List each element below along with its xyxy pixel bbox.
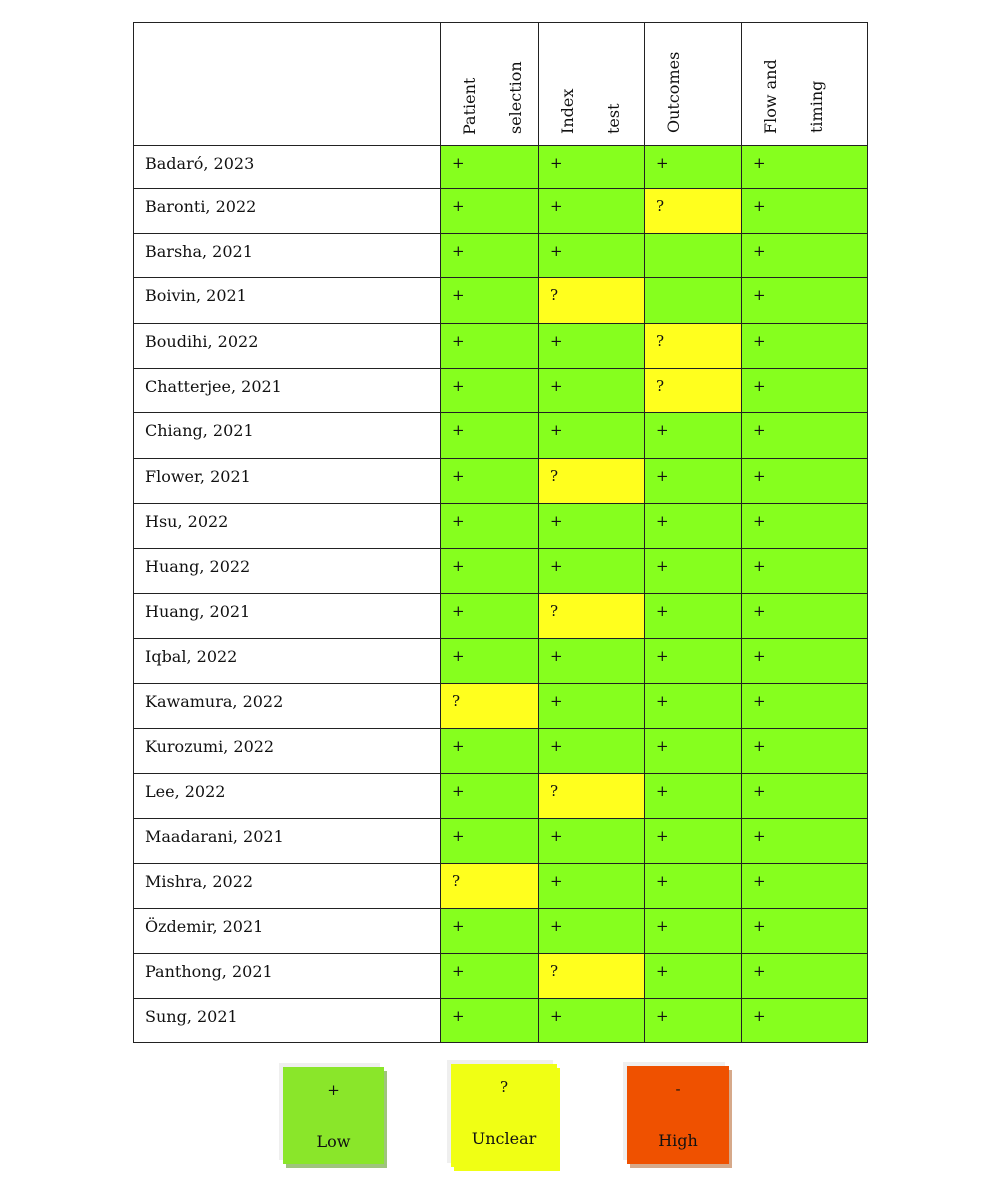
low-rating: + <box>452 154 465 172</box>
unclear-rating: ? <box>550 286 559 304</box>
rating-cell <box>538 188 645 234</box>
low-rating: + <box>550 197 563 215</box>
rating-cell <box>644 728 742 774</box>
low-rating: + <box>753 1007 766 1025</box>
low-rating: + <box>656 962 669 980</box>
header-corner-cell <box>133 22 441 146</box>
study-name: Huang, 2022 <box>145 557 251 576</box>
study-name-cell <box>133 593 441 639</box>
study-name-cell <box>133 818 441 864</box>
study-name: Huang, 2021 <box>145 602 251 621</box>
rating-cell <box>644 953 742 999</box>
legend-symbol: + <box>327 1081 340 1099</box>
low-rating: + <box>550 1007 563 1025</box>
rating-cell <box>538 728 645 774</box>
rating-cell <box>538 818 645 864</box>
study-name-cell <box>133 728 441 774</box>
rating-cell <box>538 548 645 594</box>
low-rating: + <box>550 421 563 439</box>
low-rating: + <box>753 782 766 800</box>
rating-cell <box>741 818 868 864</box>
low-rating: + <box>452 917 465 935</box>
study-name-cell <box>133 908 441 954</box>
column-header-label: Flow and <box>761 59 780 134</box>
low-rating: + <box>550 512 563 530</box>
rating-cell <box>538 908 645 954</box>
study-name: Badaró, 2023 <box>145 154 255 173</box>
rating-cell <box>644 863 742 909</box>
rating-cell <box>741 908 868 954</box>
low-rating: + <box>753 286 766 304</box>
low-rating: + <box>753 692 766 710</box>
low-rating: + <box>452 332 465 350</box>
study-name: Panthong, 2021 <box>145 962 273 981</box>
rating-cell <box>440 908 539 954</box>
rating-cell <box>644 773 742 819</box>
study-name-cell <box>133 953 441 999</box>
rating-cell <box>644 412 742 459</box>
low-rating: + <box>452 377 465 395</box>
rating-cell <box>440 728 539 774</box>
study-name: Lee, 2022 <box>145 782 226 801</box>
study-name-cell <box>133 233 441 278</box>
rating-cell <box>741 458 868 504</box>
study-name-cell <box>133 145 441 189</box>
low-rating: + <box>550 737 563 755</box>
rating-cell <box>440 953 539 999</box>
low-rating: + <box>452 602 465 620</box>
rating-cell <box>538 683 645 729</box>
study-name: Sung, 2021 <box>145 1007 238 1026</box>
rating-cell <box>644 233 742 278</box>
rating-cell <box>644 368 742 413</box>
legend-item-unclear <box>451 1064 557 1167</box>
rating-cell <box>538 277 645 324</box>
rating-cell <box>538 593 645 639</box>
column-header-label: Index <box>558 88 577 134</box>
low-rating: + <box>656 647 669 665</box>
rating-cell <box>741 998 868 1043</box>
legend-symbol: ? <box>499 1078 509 1096</box>
low-rating: + <box>753 872 766 890</box>
rating-cell <box>440 277 539 324</box>
rating-cell <box>440 458 539 504</box>
rating-cell <box>644 818 742 864</box>
rating-cell <box>538 503 645 549</box>
rating-cell <box>538 458 645 504</box>
rating-cell <box>538 412 645 459</box>
low-rating: + <box>753 197 766 215</box>
rating-cell <box>440 233 539 278</box>
column-header-label: selection <box>506 61 525 134</box>
rating-cell <box>644 998 742 1043</box>
low-rating: + <box>452 286 465 304</box>
rating-cell <box>741 503 868 549</box>
column-header-label: Outcomes <box>664 51 683 133</box>
rating-cell <box>440 368 539 413</box>
study-name-cell <box>133 277 441 324</box>
rating-cell <box>741 277 868 324</box>
rating-cell <box>741 548 868 594</box>
low-rating: + <box>656 154 669 172</box>
rating-cell <box>440 503 539 549</box>
low-rating: + <box>656 421 669 439</box>
study-name: Flower, 2021 <box>145 467 251 486</box>
rating-cell <box>538 145 645 189</box>
study-name: Iqbal, 2022 <box>145 647 238 666</box>
legend-label: Low <box>316 1132 351 1151</box>
rating-cell <box>741 412 868 459</box>
study-name-cell <box>133 503 441 549</box>
low-rating: + <box>753 827 766 845</box>
rating-cell <box>644 683 742 729</box>
study-name: Mishra, 2022 <box>145 872 254 891</box>
study-name: Baronti, 2022 <box>145 197 257 216</box>
study-name-cell <box>133 548 441 594</box>
rating-cell <box>741 323 868 369</box>
study-name: Özdemir, 2021 <box>145 917 264 936</box>
column-header-label: Patient <box>460 77 479 135</box>
rating-cell <box>440 145 539 189</box>
low-rating: + <box>452 737 465 755</box>
study-name: Maadarani, 2021 <box>145 827 284 846</box>
low-rating: + <box>753 154 766 172</box>
unclear-rating: ? <box>656 197 665 215</box>
rating-cell <box>538 323 645 369</box>
rating-cell <box>440 818 539 864</box>
column-header-label: timing <box>807 80 826 133</box>
low-rating: + <box>550 332 563 350</box>
low-rating: + <box>753 512 766 530</box>
low-rating: + <box>550 872 563 890</box>
study-name-cell <box>133 863 441 909</box>
unclear-rating: ? <box>550 962 559 980</box>
rating-cell <box>644 503 742 549</box>
low-rating: + <box>753 242 766 260</box>
rating-cell <box>644 145 742 189</box>
rating-cell <box>741 638 868 684</box>
rating-cell <box>644 323 742 369</box>
unclear-rating: ? <box>452 872 461 890</box>
unclear-rating: ? <box>656 332 665 350</box>
low-rating: + <box>753 467 766 485</box>
low-rating: + <box>452 962 465 980</box>
legend-item-high <box>627 1066 729 1164</box>
low-rating: + <box>656 782 669 800</box>
rating-cell <box>538 233 645 278</box>
study-name: Boudihi, 2022 <box>145 332 259 351</box>
low-rating: + <box>452 512 465 530</box>
study-name-cell <box>133 188 441 234</box>
low-rating: + <box>656 872 669 890</box>
study-name-cell <box>133 412 441 459</box>
low-rating: + <box>753 602 766 620</box>
study-name-cell <box>133 998 441 1043</box>
rating-cell <box>644 458 742 504</box>
rating-cell <box>644 908 742 954</box>
study-name-cell <box>133 773 441 819</box>
rating-cell <box>644 548 742 594</box>
low-rating: + <box>656 602 669 620</box>
rating-cell <box>440 773 539 819</box>
low-rating: + <box>656 737 669 755</box>
rating-cell <box>741 593 868 639</box>
rating-cell <box>741 368 868 413</box>
rating-cell <box>538 863 645 909</box>
study-name: Kawamura, 2022 <box>145 692 284 711</box>
low-rating: + <box>452 242 465 260</box>
low-rating: + <box>656 467 669 485</box>
legend-symbol: - <box>675 1080 681 1098</box>
low-rating: + <box>452 557 465 575</box>
rating-cell <box>440 998 539 1043</box>
low-rating: + <box>753 557 766 575</box>
rating-cell <box>440 412 539 459</box>
low-rating: + <box>452 782 465 800</box>
rating-cell <box>741 728 868 774</box>
low-rating: + <box>656 827 669 845</box>
unclear-rating: ? <box>656 377 665 395</box>
low-rating: + <box>452 467 465 485</box>
low-rating: + <box>753 377 766 395</box>
legend-label: High <box>658 1131 698 1150</box>
rating-cell <box>644 188 742 234</box>
rating-cell <box>741 233 868 278</box>
rating-cell <box>741 773 868 819</box>
legend-item-low <box>283 1067 384 1164</box>
rating-cell <box>644 638 742 684</box>
study-name-cell <box>133 368 441 413</box>
low-rating: + <box>550 647 563 665</box>
study-name: Hsu, 2022 <box>145 512 229 531</box>
low-rating: + <box>656 557 669 575</box>
rating-cell <box>741 683 868 729</box>
rating-cell <box>440 548 539 594</box>
low-rating: + <box>753 917 766 935</box>
column-header <box>538 22 645 146</box>
column-header <box>644 22 742 146</box>
unclear-rating: ? <box>550 782 559 800</box>
study-name: Chiang, 2021 <box>145 421 254 440</box>
rating-cell <box>741 145 868 189</box>
study-name: Chatterjee, 2021 <box>145 377 282 396</box>
rating-cell <box>538 953 645 999</box>
low-rating: + <box>550 154 563 172</box>
rating-cell <box>440 638 539 684</box>
rating-cell <box>538 368 645 413</box>
low-rating: + <box>452 197 465 215</box>
low-rating: + <box>550 692 563 710</box>
low-rating: + <box>550 377 563 395</box>
low-rating: + <box>656 1007 669 1025</box>
unclear-rating: ? <box>550 467 559 485</box>
rating-cell <box>644 277 742 324</box>
rating-cell <box>440 323 539 369</box>
unclear-rating: ? <box>550 602 559 620</box>
low-rating: + <box>656 917 669 935</box>
rating-cell <box>741 953 868 999</box>
rating-cell <box>538 638 645 684</box>
low-rating: + <box>452 421 465 439</box>
study-name-cell <box>133 638 441 684</box>
low-rating: + <box>550 557 563 575</box>
low-rating: + <box>656 692 669 710</box>
rating-cell <box>741 863 868 909</box>
column-header-label: test <box>604 103 623 134</box>
low-rating: + <box>550 827 563 845</box>
study-name-cell <box>133 458 441 504</box>
rating-cell <box>644 593 742 639</box>
low-rating: + <box>550 917 563 935</box>
unclear-rating: ? <box>452 692 461 710</box>
rating-cell <box>440 593 539 639</box>
study-name-cell <box>133 323 441 369</box>
rating-cell <box>741 188 868 234</box>
low-rating: + <box>753 962 766 980</box>
low-rating: + <box>753 332 766 350</box>
legend-label: Unclear <box>471 1129 537 1148</box>
rating-cell <box>440 863 539 909</box>
low-rating: + <box>452 647 465 665</box>
study-name: Boivin, 2021 <box>145 286 247 305</box>
rating-cell <box>538 773 645 819</box>
low-rating: + <box>753 737 766 755</box>
low-rating: + <box>753 647 766 665</box>
low-rating: + <box>753 421 766 439</box>
study-name: Kurozumi, 2022 <box>145 737 275 756</box>
low-rating: + <box>656 512 669 530</box>
rating-cell <box>440 683 539 729</box>
low-rating: + <box>452 827 465 845</box>
rating-cell <box>538 998 645 1043</box>
low-rating: + <box>550 242 563 260</box>
low-rating: + <box>452 1007 465 1025</box>
rating-cell <box>440 188 539 234</box>
study-name-cell <box>133 683 441 729</box>
study-name: Barsha, 2021 <box>145 242 253 261</box>
